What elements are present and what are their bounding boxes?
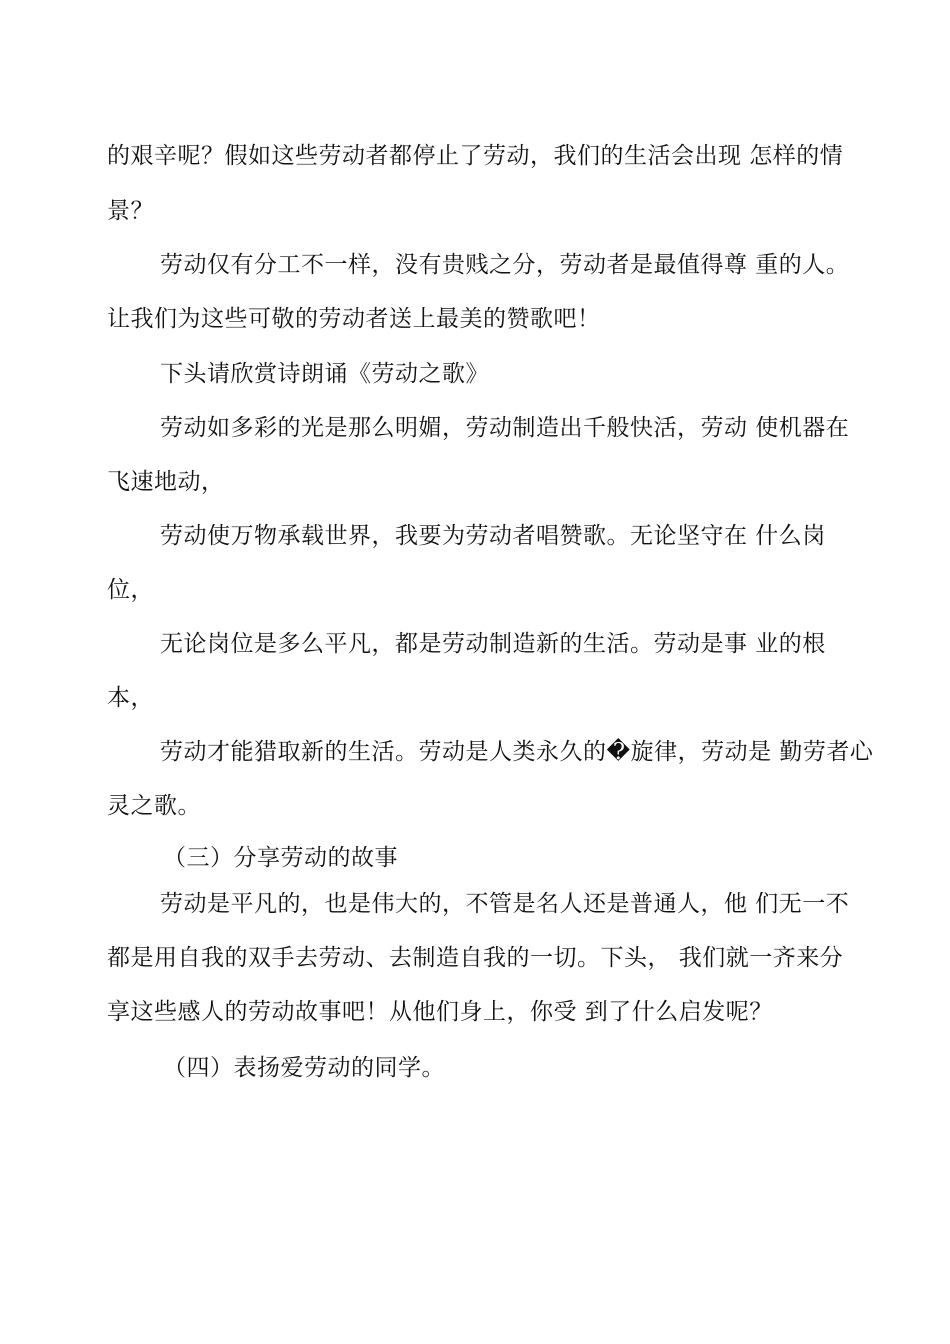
paragraph-start: 劳动如多彩的光是那么明媚，劳动制造出千般快活，劳动 使机器在 [160, 415, 850, 441]
text-line: 灵之歌。 [107, 793, 201, 819]
paragraph-start: 劳动才能猎取新的生活。劳动是人类永久的�旋律，劳动是 勤劳者心 [160, 739, 874, 765]
section-heading: （四）表扬爱劳动的同学。 [163, 1055, 445, 1081]
text-line: 的艰辛呢？假如这些劳动者都停止了劳动，我们的生活会出现 怎样的情 [107, 143, 844, 169]
text-line: 本， [107, 685, 154, 711]
text-line: 飞速地动， [107, 469, 225, 495]
paragraph-start: 劳动使万物承载世界，我要为劳动者唱赞歌。无论坚守在 什么岗 [160, 523, 826, 549]
text-line: 位， [107, 577, 154, 603]
paragraph-start: 下头请欣赏诗朗诵《劳动之歌》 [160, 361, 489, 387]
text-line: 让我们为这些可敬的劳动者送上最美的赞歌吧！ [107, 306, 601, 332]
text-line: 景？ [107, 198, 154, 224]
paragraph-start: 劳动是平凡的，也是伟大的，不管是名人还是普通人，他 们无一不 [160, 891, 850, 917]
paragraph-start: 劳动仅有分工不一样，没有贵贱之分，劳动者是最值得尊 重的人。 [160, 252, 850, 278]
text-line: 享这些感人的劳动故事吧！从他们身上，你受 到了什么启发呢？ [107, 999, 773, 1025]
paragraph-start: 无论岗位是多么平凡，都是劳动制造新的生活。劳动是事 业的根 [160, 631, 826, 657]
section-heading: （三）分享劳动的故事 [163, 845, 398, 871]
text-line: 都是用自我的双手去劳动、去制造自我的一切。下头， 我们就一齐来分 [107, 945, 844, 971]
